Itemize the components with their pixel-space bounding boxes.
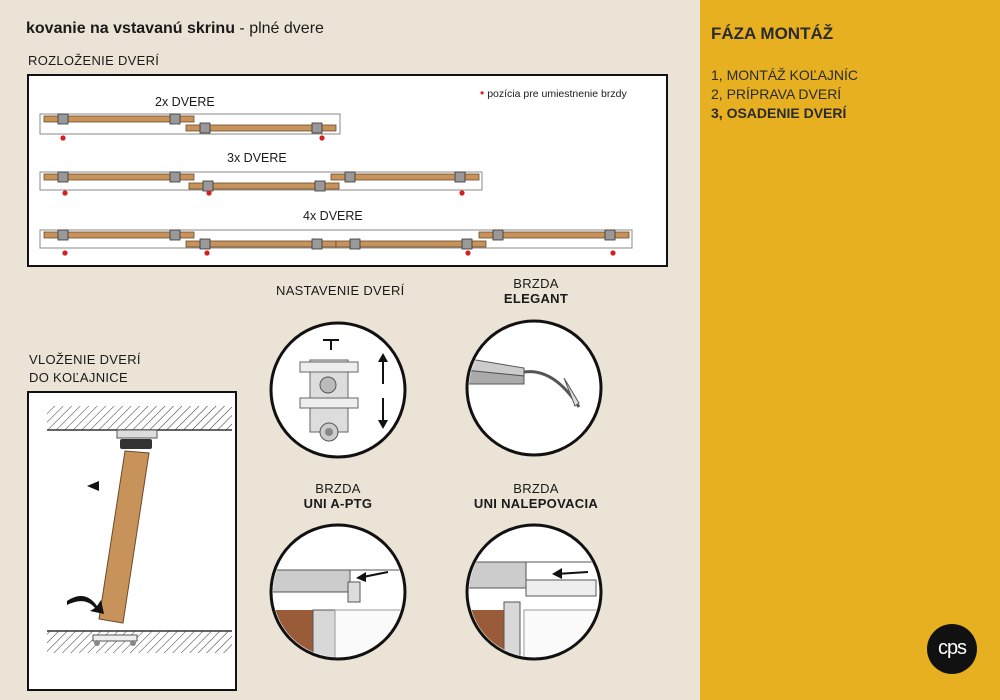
brake-marker (319, 135, 324, 140)
ceiling-hatch (47, 406, 232, 430)
brake-uni-aptg-line2: UNI A-PTG (303, 496, 373, 511)
brake-marker (610, 250, 615, 255)
brake-uni-aptg-circle (268, 522, 408, 662)
door-3-1-roller-left (58, 172, 68, 182)
brake-uni-aptg-line1: BRZDA (315, 481, 361, 496)
brake-uni-aptg-label (238, 481, 438, 511)
door-2-1-roller-right (170, 114, 180, 124)
door-3-3-roller-left (345, 172, 355, 182)
door-4-1-roller-left (58, 230, 68, 240)
door-layout-drawing (0, 0, 700, 280)
insert-label-line1: VLOŽENIE DVERÍ (29, 352, 141, 367)
brake-marker (204, 250, 209, 255)
brake-marker (62, 190, 67, 195)
adjust-section-label: NASTAVENIE DVERÍ (276, 283, 405, 298)
adjust-detail-circle (268, 320, 408, 460)
brake-marker (60, 135, 65, 140)
floor-hatch (47, 631, 232, 653)
phase-item-2: 2, PRÍPRAVA DVERÍ (711, 86, 842, 102)
document-title-rest: - plné dvere (234, 20, 324, 37)
brake-elegant-circle (464, 318, 604, 458)
track-diagrams (40, 114, 632, 256)
layout-section-label: ROZLOŽENIE DVERÍ (28, 53, 160, 68)
door-4-1-roller-right (170, 230, 180, 240)
brake-uni-nalepovacia-circle (464, 522, 604, 662)
brake-elegant-label (436, 276, 636, 306)
brake-marker-icon: • (480, 86, 485, 100)
brake-marker (465, 250, 470, 255)
top-roller (120, 439, 152, 449)
brake-marker (206, 190, 211, 195)
document-title-bold: kovanie na vstavanú skrinu (26, 20, 235, 37)
door-4-3-roller-right (462, 239, 472, 249)
door-3-2-roller-right (315, 181, 325, 191)
phase-item-1: 1, MONTÁŽ KOĽAJNÍC (711, 67, 859, 83)
door-2-2-roller-left (200, 123, 210, 133)
brake-uni-nalepovacia-line1: BRZDA (513, 481, 559, 496)
config-label-4-doors: 4x DVERE (303, 209, 363, 223)
config-label-3-doors: 3x DVERE (227, 151, 287, 165)
door-4-4-roller-right (605, 230, 615, 240)
brake-uni-nalepovacia-line2: UNI NALEPOVACIA (473, 496, 599, 511)
insert-door-illustration (27, 391, 237, 691)
phase-title: FÁZA MONTÁŽ (711, 24, 834, 43)
door-2-1-roller-left (58, 114, 68, 124)
brake-marker (459, 190, 464, 195)
insert-section-label (29, 351, 141, 387)
door-3-3-roller-right (455, 172, 465, 182)
door-2-2-roller-right (312, 123, 322, 133)
brake-elegant-line2: ELEGANT (503, 291, 569, 306)
config-label-2-doors: 2x DVERE (155, 95, 215, 109)
brake-uni-nalepovacia-label (436, 481, 636, 511)
door-4-2-roller-right (312, 239, 322, 249)
phase-item-3: 3, OSADENIE DVERÍ (711, 105, 847, 121)
brake-elegant-line1: BRZDA (513, 276, 559, 291)
door-4-2-roller-left (200, 239, 210, 249)
door-4-3-roller-left (350, 239, 360, 249)
door-3-2-roller-left (203, 181, 213, 191)
door-4-4-roller-left (493, 230, 503, 240)
door-3-1-roller-right (170, 172, 180, 182)
legend-text: pozícia pre umiestnenie brzdy (487, 88, 627, 100)
insert-label-line2: DO KOĽAJNICE (29, 370, 128, 385)
brake-marker (62, 250, 67, 255)
cps-logo: cps (927, 624, 977, 674)
